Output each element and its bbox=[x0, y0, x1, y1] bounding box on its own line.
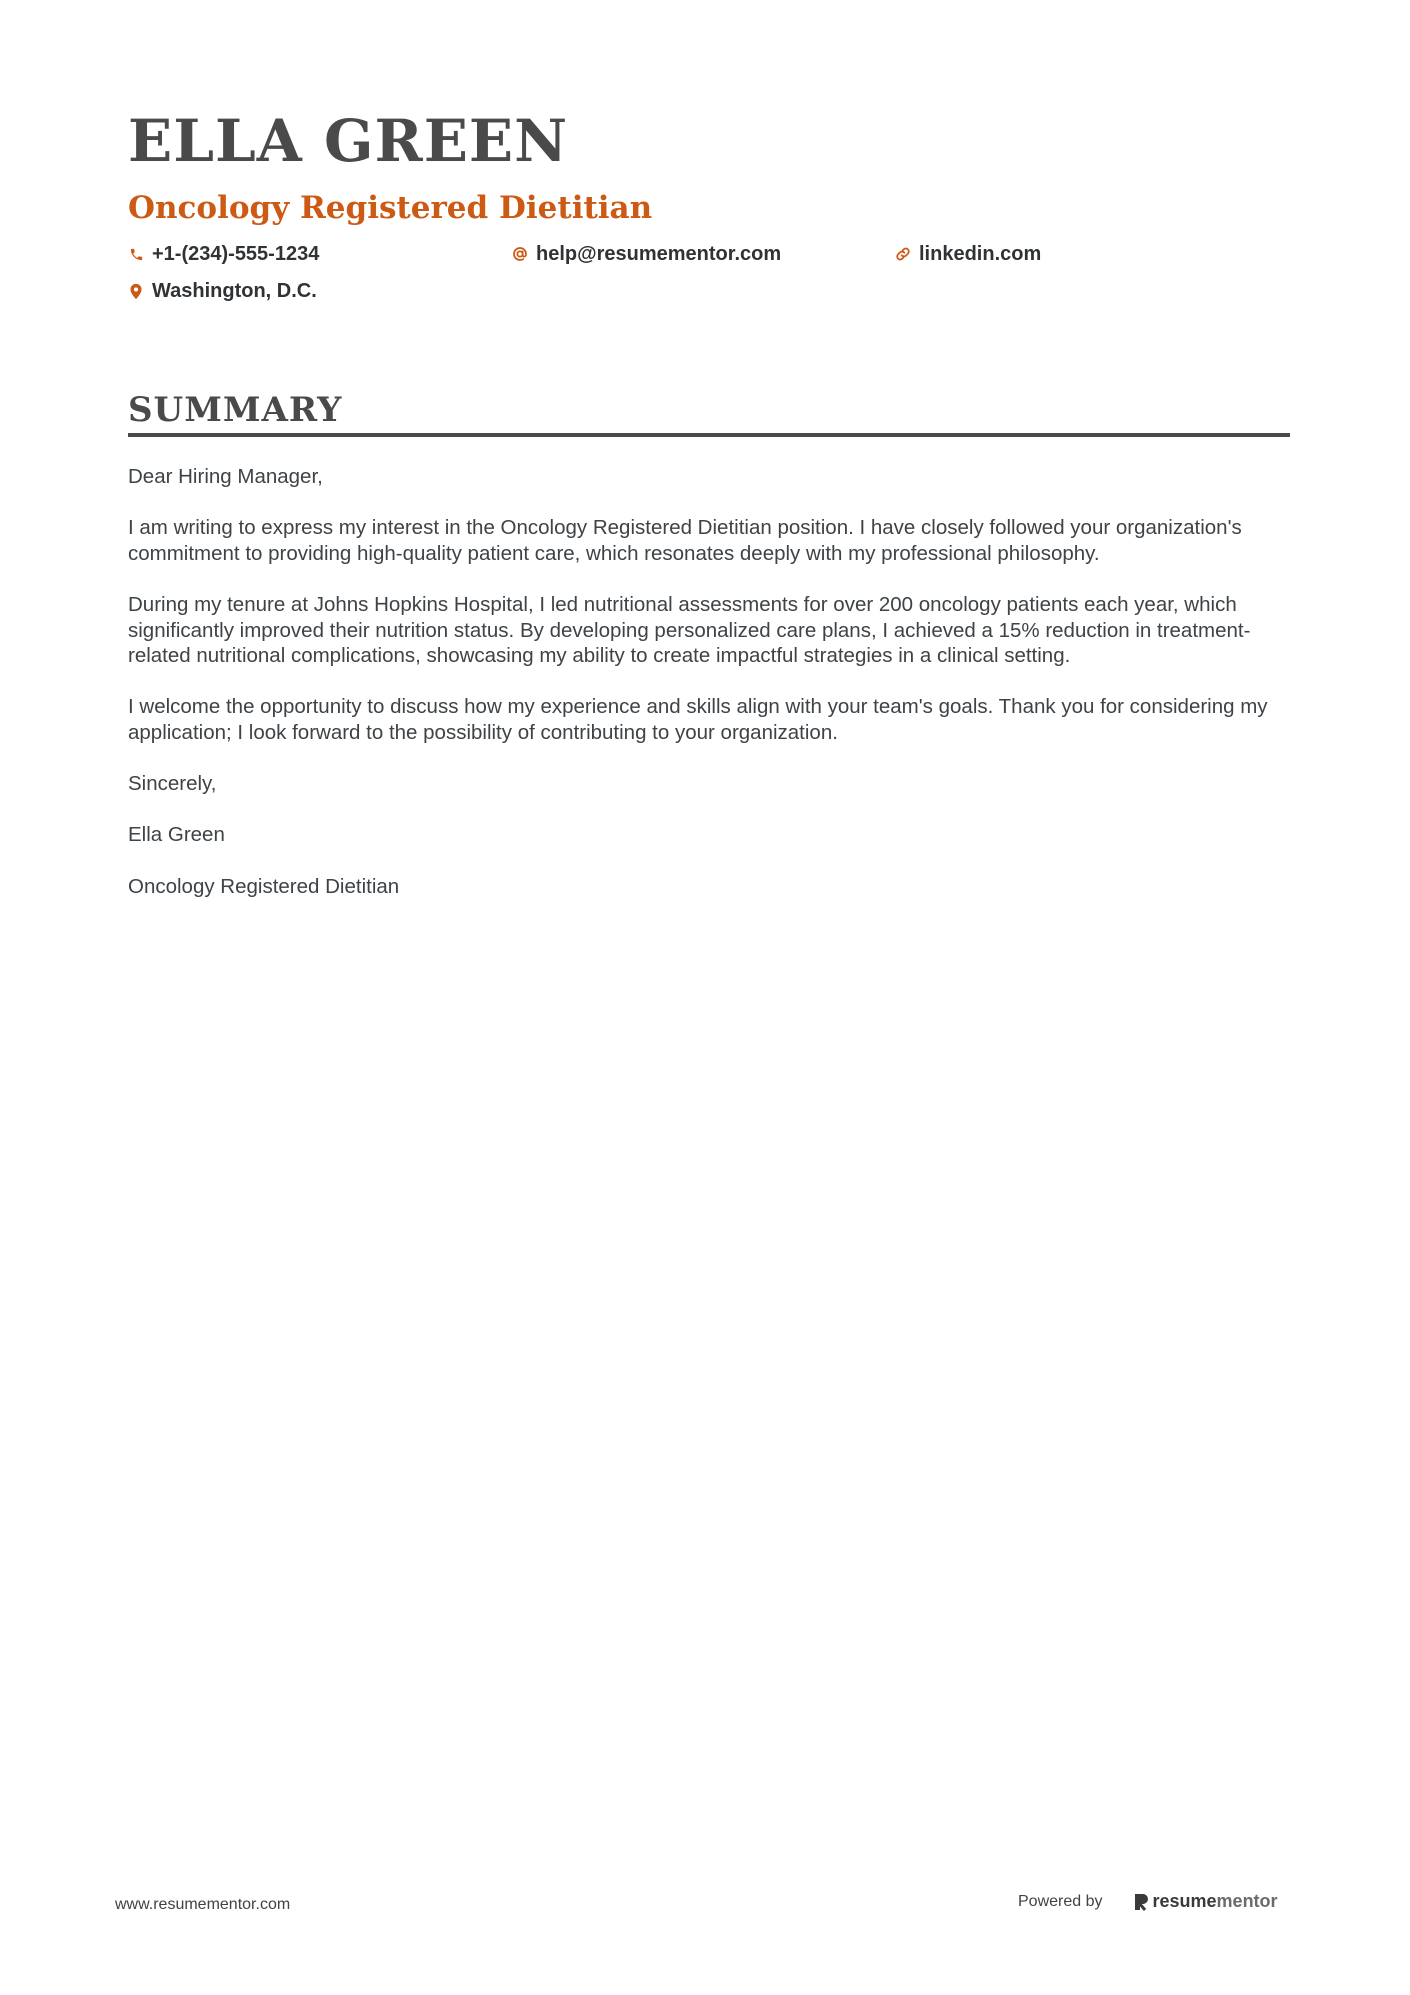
letter-closing: Sincerely, bbox=[128, 772, 217, 796]
contact-phone[interactable] bbox=[128, 244, 319, 264]
powered-by-label: Powered by bbox=[1018, 1892, 1103, 1910]
signature-title: Oncology Registered Dietitian bbox=[128, 874, 400, 898]
link-icon bbox=[895, 245, 911, 263]
resumementor-logo-icon bbox=[1133, 1892, 1149, 1912]
signature-name: Ella Green bbox=[128, 823, 225, 847]
candidate-name: ELLA GREEN bbox=[128, 107, 569, 175]
brand-text-bold: resume bbox=[1152, 1891, 1217, 1911]
at-sign-icon bbox=[512, 245, 528, 263]
contact-phone-text: +1-(234)-555-1234 bbox=[152, 243, 320, 265]
contact-linkedin-text: linkedin.com bbox=[919, 243, 1042, 265]
contact-email[interactable] bbox=[512, 244, 781, 264]
map-pin-icon bbox=[128, 282, 144, 300]
candidate-role: Oncology Registered Dietitian bbox=[128, 190, 653, 226]
contact-email-text: help@resumementor.com bbox=[536, 243, 782, 265]
section-divider bbox=[128, 433, 1290, 437]
letter-paragraph: I welcome the opportunity to discuss how my experience and skills align with your team's goals. Thank you for considering my application; I look forward to the possibility of contributing to your organization. bbox=[128, 695, 1268, 744]
phone-icon bbox=[128, 245, 144, 263]
section-title-summary: SUMMARY bbox=[128, 390, 343, 430]
footer-website-link[interactable]: www.resumementor.com bbox=[115, 1896, 291, 1913]
contact-location-text: Washington, D.C. bbox=[152, 280, 317, 302]
brand-text-light: mentor bbox=[1216, 1891, 1278, 1911]
letter-paragraph: During my tenure at Johns Hopkins Hospital, I led nutritional assessments for over 200 oncology patients each year, which significantly improved their nutrition status. By developing personalized care plans, I achieved a 15% reduction in treatment-related nutritional complications, showcasing my ability to create impactful strategies in a clinical setting. bbox=[128, 592, 1251, 668]
letter-paragraph: I am writing to express my interest in the Oncology Registered Dietitian position. I have closely followed your organization's commitment to providing high-quality patient care, which resonates deeply with my professional philosophy. bbox=[128, 516, 1242, 565]
brand-logo[interactable] bbox=[1133, 1891, 1278, 1912]
contact-location bbox=[128, 281, 317, 301]
letter-greeting: Dear Hiring Manager, bbox=[128, 465, 323, 488]
letter-body bbox=[128, 464, 1290, 925]
contact-linkedin[interactable] bbox=[895, 244, 1041, 264]
footer-branding bbox=[1018, 1891, 1278, 1912]
